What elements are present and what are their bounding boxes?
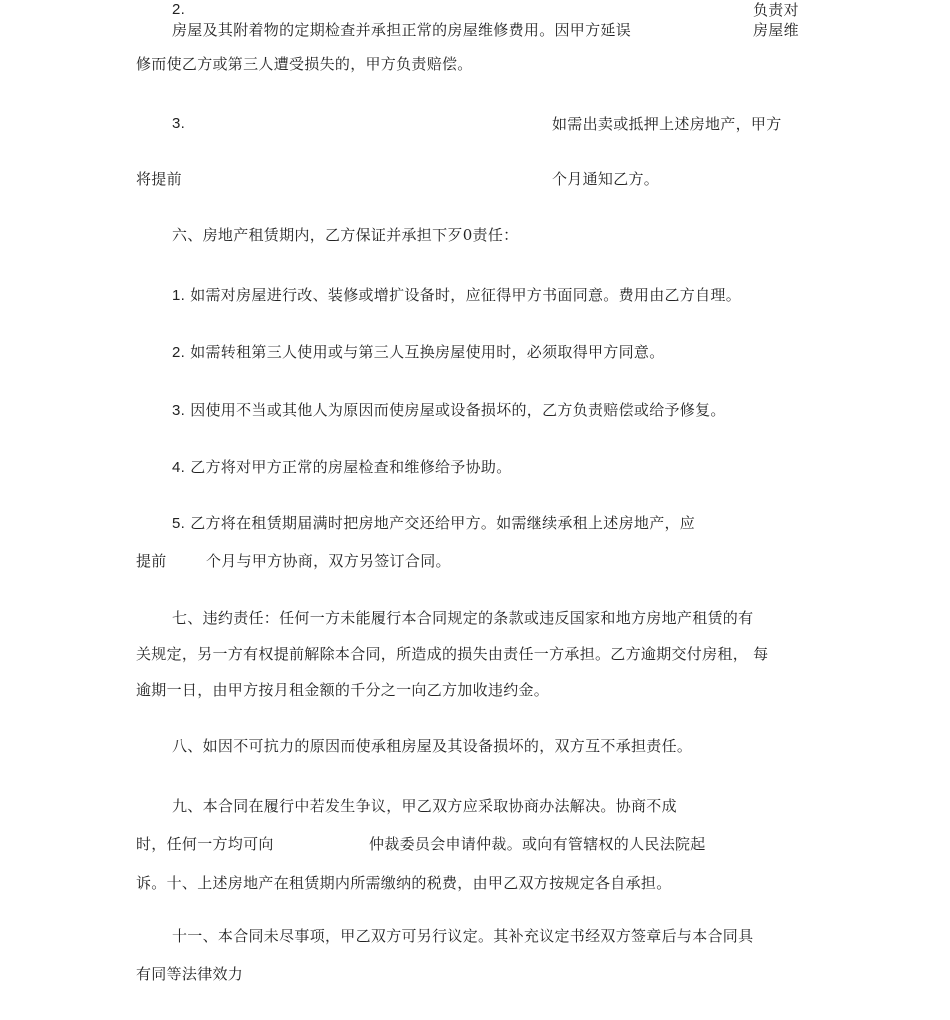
list-item bbox=[172, 457, 512, 478]
paragraph-line: 七、违约责任：任何一方未能履行本合同规定的条款或违反国家和地方房地产租赁的有 bbox=[172, 609, 754, 627]
item-number: 4. bbox=[172, 459, 186, 476]
item-text: 因使用不当或其他人为原因而使房屋或设备损坏的，乙方负责赔偿或给予修复。 bbox=[190, 401, 726, 419]
paragraph-line: 九、本合同在履行中若发生争议，甲乙双方应采取协商办法解决。协商不成 bbox=[172, 797, 677, 815]
paragraph-fragment: 房屋维 bbox=[753, 21, 799, 39]
item-text: 乙方将在租赁期届满时把房地产交还给甲方。如需继续承租上述房地产，应 bbox=[190, 514, 696, 532]
paragraph-line: 逾期一日，由甲方按月租金额的千分之一向乙方加收违约金。 bbox=[136, 681, 550, 699]
paragraph-fragment: 如需出卖或抵押上述房地产，甲方 bbox=[552, 115, 782, 133]
paragraph-line: 有同等法律效力 bbox=[136, 965, 244, 983]
list-item bbox=[172, 513, 695, 534]
paragraph-fragment: 仲裁委员会申请仲裁。或向有管辖权的人民法院起 bbox=[369, 835, 706, 853]
item-number: 5. bbox=[172, 515, 186, 532]
paragraph-line: 关规定，另一方有权提前解除本合同，所造成的损失由责任一方承担。乙方逾期交付房租， 每 bbox=[136, 645, 769, 663]
paragraph-fragment: 个月通知乙方。 bbox=[552, 170, 660, 188]
item-number: 2. bbox=[172, 344, 186, 361]
list-item bbox=[172, 285, 741, 306]
item-text: 如需转租第三人使用或与第三人互换房屋使用时，必须取得甲方同意。 bbox=[190, 343, 665, 361]
paragraph-line: 十一、本合同未尽事项，甲乙双方可另行议定。其补充议定书经双方签章后与本合同具 bbox=[172, 927, 754, 945]
item-number: 3. bbox=[172, 402, 186, 419]
paragraph-fragment: 时，任何一方均可向 bbox=[136, 835, 274, 853]
paragraph-fragment: 提前 bbox=[136, 552, 167, 570]
section-heading: 六、房地产租赁期内，乙方保证并承担下歹0责任： bbox=[172, 226, 519, 244]
item-number: 2. bbox=[172, 1, 186, 18]
paragraph-line: 诉。十、上述房地产在租赁期内所需缴纳的税费，由甲乙双方按规定各自承担。 bbox=[136, 874, 672, 892]
item-text: 乙方将对甲方正常的房屋检查和维修给予协助。 bbox=[190, 458, 512, 476]
item-text: 如需对房屋进行改、装修或增扩设备时，应征得甲方书面同意。费用由乙方自理。 bbox=[190, 286, 742, 304]
paragraph-line: 八、如因不可抗力的原因而使承租房屋及其设备损坏的，双方互不承担责任。 bbox=[172, 737, 693, 755]
paragraph-line: 房屋及其附着物的定期检查并承担正常的房屋维修费用。因甲方延误 bbox=[172, 21, 632, 39]
paragraph-fragment: 负责对 bbox=[753, 1, 799, 19]
paragraph-line: 修而使乙方或第三人遭受损失的，甲方负责赔偿。 bbox=[136, 55, 473, 73]
paragraph-fragment: 将提前 bbox=[136, 170, 182, 188]
item-number: 1. bbox=[172, 287, 186, 304]
list-item bbox=[172, 400, 726, 421]
list-item bbox=[172, 342, 665, 363]
item-number: 3. bbox=[172, 115, 186, 132]
paragraph-fragment: 个月与甲方协商，双方另签订合同。 bbox=[206, 552, 451, 570]
